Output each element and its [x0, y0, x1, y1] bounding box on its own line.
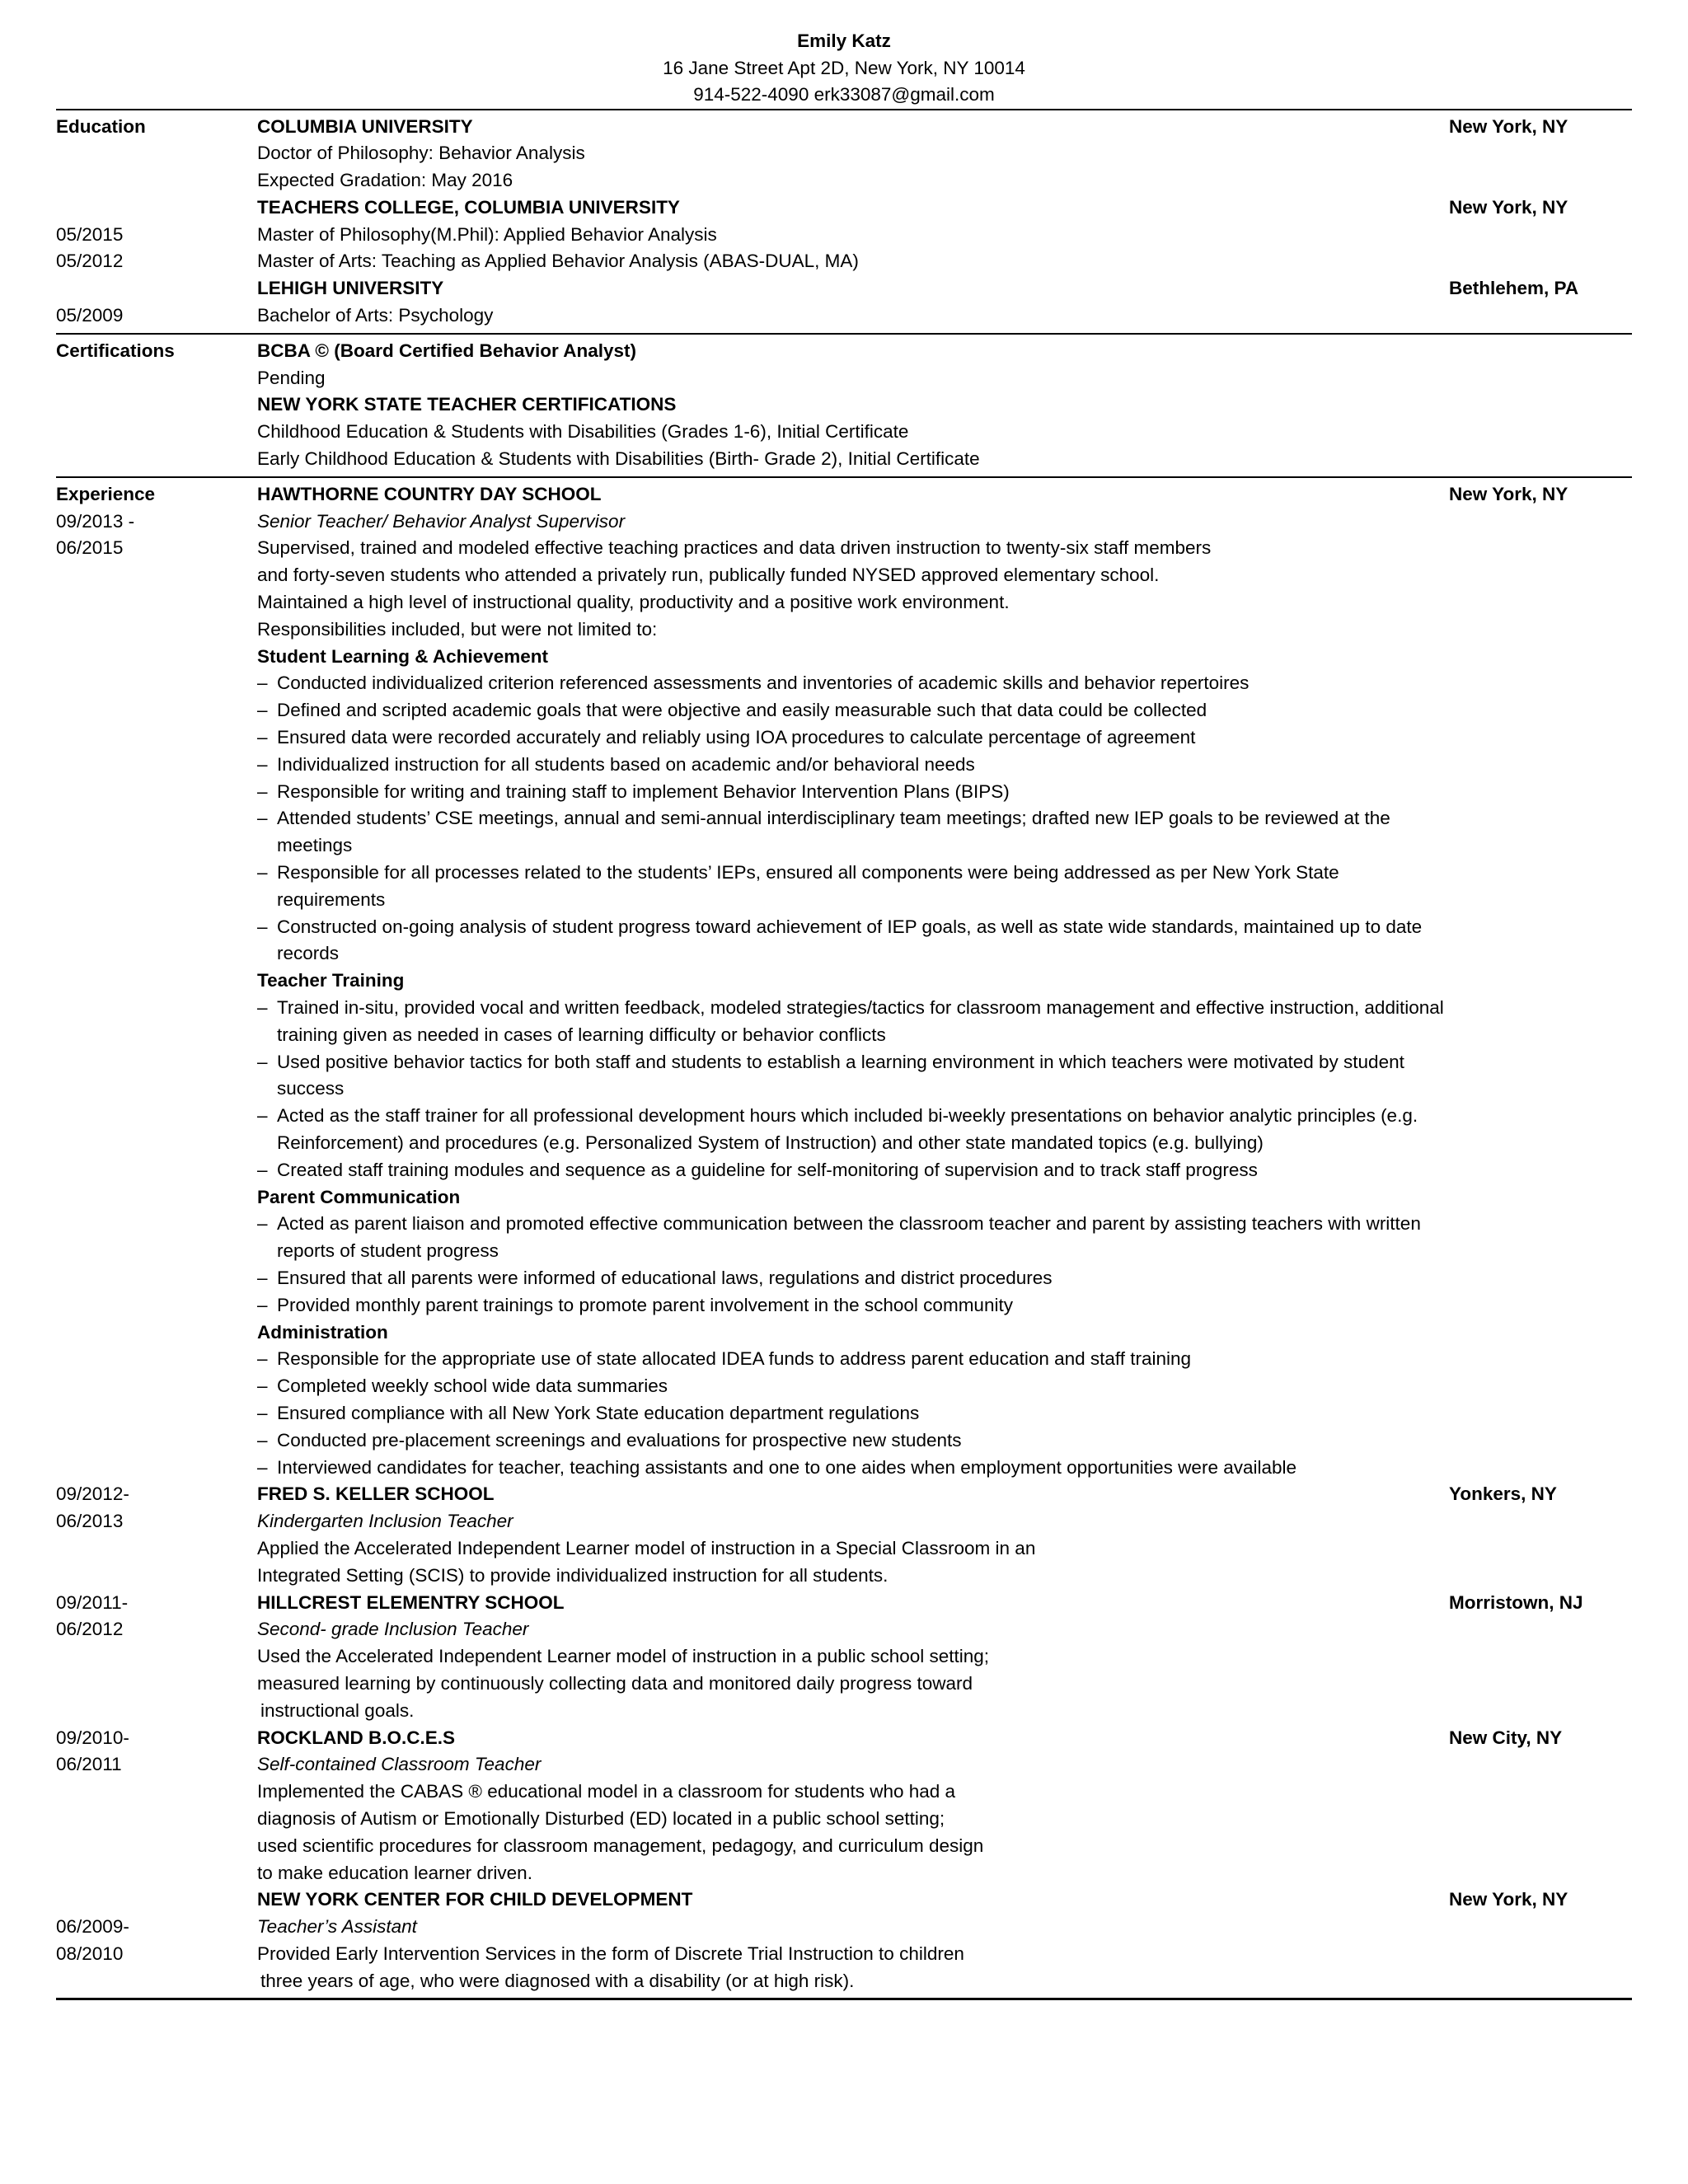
certification-status: Pending	[257, 367, 326, 388]
job-title: Teacher’s Assistant	[257, 1916, 417, 1938]
candidate-name: Emily Katz	[797, 30, 891, 51]
job-date-start: 09/2012-	[56, 1483, 129, 1505]
responsibility-group	[257, 1319, 1449, 1482]
candidate-contact: 914-522-4090 erk33087@gmail.com	[693, 84, 995, 105]
job-description-line: Used the Accelerated Independent Learner model of instruction in a public school setting;	[257, 1646, 990, 1667]
job-summary-line: Responsibilities included, but were not limited to:	[257, 618, 658, 640]
job-summary-line: Supervised, trained and modeled effective teaching practices and data driven instruction to twenty-six staff members	[257, 537, 1212, 559]
job-title: Kindergarten Inclusion Teacher	[257, 1511, 513, 1532]
bullet-item: – Responsible for the appropriate use of state allocated IDEA funds to address parent education and staff training	[257, 1346, 1449, 1373]
bullet-item: – Trained in-situ, provided vocal and written feedback, modeled strategies/tactics for classroom management and effective instruction, additional training given as needed in cases of learning difficulty or behavior conflicts	[257, 995, 1449, 1049]
bullet-item: – Attended students’ CSE meetings, annual and semi-annual interdisciplinary team meetings; drafted new IEP goals to be reviewed at the meetings	[257, 805, 1449, 860]
bullet-item: – Acted as parent liaison and promoted effective communication between the classroom teacher and parent by assisting teachers with written reports of student progress	[257, 1211, 1449, 1265]
candidate-address: 16 Jane Street Apt 2D, New York, NY 10014	[663, 57, 1025, 78]
bullet-item: – Constructed on-going analysis of student progress toward achievement of IEP goals, as well as state wide standards, maintained up to date records	[257, 914, 1449, 968]
employer-name: ROCKLAND B.O.C.E.S	[257, 1727, 456, 1748]
group-heading: Teacher Training	[257, 970, 405, 991]
job-description-line: instructional goals.	[260, 1699, 415, 1721]
job-description-line: Integrated Setting (SCIS) to provide individualized instruction for all students.	[257, 1564, 889, 1586]
job-description-line: Provided Early Intervention Services in the form of Discrete Trial Instruction to children	[257, 1943, 964, 1964]
bullet-item: – Created staff training modules and sequence as a guideline for self-monitoring of supervision and to track staff progress	[257, 1157, 1449, 1184]
school-name: LEHIGH UNIVERSITY	[257, 278, 444, 299]
school-location: Bethlehem, PA	[1449, 278, 1579, 299]
bullet-item: – Ensured that all parents were informed of educational laws, regulations and district procedures	[257, 1265, 1449, 1292]
job-description-line: diagnosis of Autism or Emotionally Disturbed (ED) located in a public school setting;	[257, 1807, 945, 1829]
bullet-item: – Ensured data were recorded accurately and reliably using IOA procedures to calculate percentage of agreement	[257, 724, 1449, 752]
job-description-line: Implemented the CABAS ® educational model in a classroom for students who had a	[257, 1781, 956, 1802]
job-date-end: 06/2015	[56, 537, 124, 559]
degree: Master of Arts: Teaching as Applied Behavior Analysis (ABAS-DUAL, MA)	[257, 251, 859, 272]
job-title: Second- grade Inclusion Teacher	[257, 1619, 529, 1640]
job-date-end: 06/2011	[56, 1754, 122, 1775]
bullet-item: – Ensured compliance with all New York State education department regulations	[257, 1400, 1449, 1427]
job-date-start: 09/2011-	[56, 1591, 129, 1613]
job-summary-line: and forty-seven students who attended a privately run, publically funded NYSED approved elementary school.	[257, 565, 1160, 586]
bullet-item: – Interviewed candidates for teacher, teaching assistants and one to one aides when employment opportunities were available	[257, 1455, 1449, 1482]
responsibility-group	[257, 644, 1449, 968]
job-date-end: 06/2012	[56, 1619, 124, 1640]
responsibility-group	[257, 968, 1449, 1183]
certification-title: NEW YORK STATE TEACHER CERTIFICATIONS	[257, 394, 677, 415]
expected-graduation: Expected Gradation: May 2016	[257, 170, 513, 191]
employer-name: FRED S. KELLER SCHOOL	[257, 1483, 495, 1505]
school-name: COLUMBIA UNIVERSITY	[257, 115, 473, 137]
degree: Bachelor of Arts: Psychology	[257, 305, 494, 326]
certification-item: Early Childhood Education & Students with Disabilities (Birth- Grade 2), Initial Certificate	[257, 448, 980, 470]
education-section	[56, 110, 1632, 333]
employer-name: NEW YORK CENTER FOR CHILD DEVELOPMENT	[257, 1889, 693, 1910]
section-label: Certifications	[56, 340, 175, 361]
job-description-line: Applied the Accelerated Independent Learner model of instruction in a Special Classroom in an	[257, 1537, 1036, 1558]
divider	[56, 1998, 1632, 2000]
employer-location: New City, NY	[1449, 1727, 1563, 1748]
job-date-end: 06/2013	[56, 1511, 124, 1532]
job-description-line: measured learning by continuously collecting data and monitored daily progress toward	[257, 1672, 973, 1694]
bullet-item: – Completed weekly school wide data summaries	[257, 1373, 1449, 1400]
degree-date: 05/2012	[56, 251, 124, 272]
degree: Doctor of Philosophy: Behavior Analysis	[257, 143, 585, 164]
degree-date: 05/2015	[56, 223, 124, 245]
employer-name: HAWTHORNE COUNTRY DAY SCHOOL	[257, 483, 602, 504]
experience-section	[56, 478, 1632, 1999]
job-date-start: 09/2013 -	[56, 510, 135, 532]
bullet-item: – Individualized instruction for all students based on academic and/or behavioral needs	[257, 752, 1449, 779]
job-description-line: used scientific procedures for classroom management, pedagogy, and curriculum design	[257, 1835, 984, 1856]
employer-location: Yonkers, NY	[1449, 1483, 1557, 1505]
bullet-item: – Defined and scripted academic goals that were objective and easily measurable such that data could be collected	[257, 697, 1449, 724]
job-date-end: 08/2010	[56, 1943, 124, 1964]
degree-date: 05/2009	[56, 305, 124, 326]
bullet-item: – Conducted individualized criterion referenced assessments and inventories of academic skills and behavior repertoires	[257, 670, 1449, 697]
bullet-item: – Responsible for all processes related to the students’ IEPs, ensured all components were being addressed as per New York State requirements	[257, 860, 1449, 914]
school-location: New York, NY	[1449, 196, 1568, 218]
employer-location: New York, NY	[1449, 1889, 1568, 1910]
degree: Master of Philosophy(M.Phil): Applied Behavior Analysis	[257, 223, 717, 245]
job-description-line: to make education learner driven.	[257, 1862, 532, 1883]
certification-item: Childhood Education & Students with Disabilities (Grades 1-6), Initial Certificate	[257, 421, 909, 443]
bullet-item: – Used positive behavior tactics for both staff and students to establish a learning environment in which teachers were motivated by student success	[257, 1049, 1449, 1104]
responsibility-groups	[257, 644, 1449, 1482]
group-heading: Student Learning & Achievement	[257, 645, 548, 667]
bullet-item: – Provided monthly parent trainings to promote parent involvement in the school community	[257, 1292, 1449, 1319]
job-date-start: 06/2009-	[56, 1916, 129, 1938]
bullet-item: – Conducted pre-placement screenings and evaluations for prospective new students	[257, 1427, 1449, 1455]
employer-name: HILLCREST ELEMENTRY SCHOOL	[257, 1591, 565, 1613]
resume-page	[56, 0, 1632, 2000]
section-label: Experience	[56, 483, 156, 504]
certification-title: BCBA © (Board Certified Behavior Analyst)	[257, 340, 636, 361]
job-summary-line: Maintained a high level of instructional quality, productivity and a positive work environment.	[257, 592, 1010, 613]
job-description-line: three years of age, who were diagnosed with a disability (or at high risk).	[260, 1970, 855, 1991]
job-title: Self-contained Classroom Teacher	[257, 1754, 542, 1775]
responsibility-group	[257, 1184, 1449, 1319]
school-location: New York, NY	[1449, 115, 1568, 137]
employer-location: Morristown, NJ	[1449, 1591, 1583, 1613]
job-title: Senior Teacher/ Behavior Analyst Supervisor	[257, 510, 626, 532]
job-date-start: 09/2010-	[56, 1727, 129, 1748]
school-name: TEACHERS COLLEGE, COLUMBIA UNIVERSITY	[257, 196, 680, 218]
group-heading: Parent Communication	[257, 1186, 461, 1207]
bullet-item: – Responsible for writing and training staff to implement Behavior Intervention Plans (BIPS)	[257, 779, 1449, 806]
resume-header	[56, 0, 1632, 109]
section-label: Education	[56, 115, 146, 137]
certifications-section	[56, 335, 1632, 476]
employer-location: New York, NY	[1449, 483, 1568, 504]
group-heading: Administration	[257, 1321, 388, 1343]
bullet-item: – Acted as the staff trainer for all professional development hours which included bi-weekly presentations on behavior analytic principles (e.g. Reinforcement) and procedures (e.g. Personalized System of Instruction) and other state mandated topics (e.g. bullying)	[257, 1103, 1449, 1157]
